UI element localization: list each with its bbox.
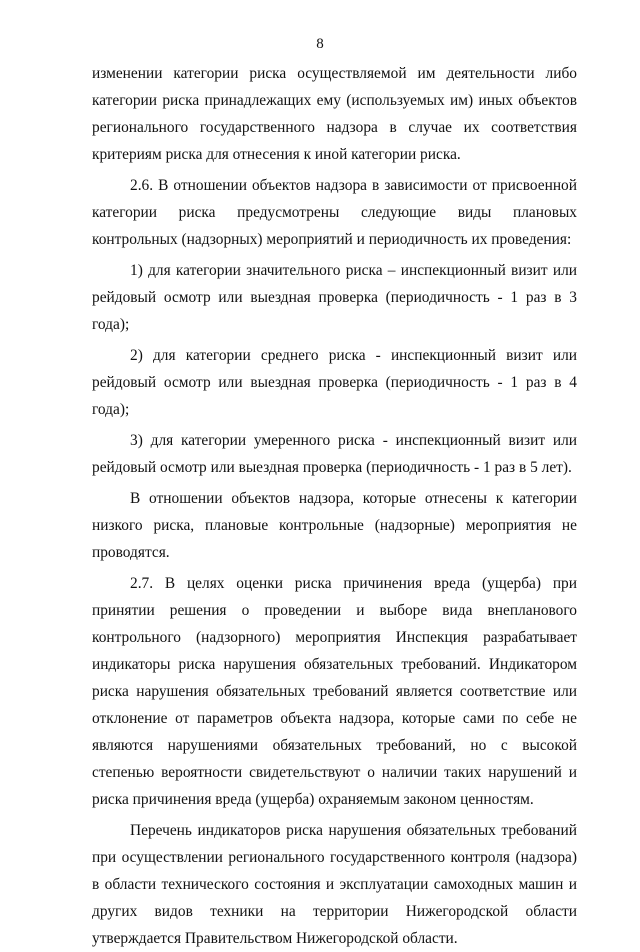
list-item-moderate-risk: 3) для категории умеренного риска - инспекционный визит или рейдовый осмотр или выездная проверка (периодичность - 1 раз в 5 лет). bbox=[92, 432, 577, 476]
paragraph-2-7: 2.7. В целях оценки риска причинения вреда (ущерба) при принятии решения о проведении и выборе вида внепланового контрольного (надзорного) мероприятия Инспекция разрабатывает индикаторы риска нарушения обязательных требований. Индикатором риска нарушения обязательных требований является соответствие или отклонение от параметров объекта надзора, которые сами по себе не являются нарушениями обязательных требований, но с высокой степенью вероятности свидетельствуют о наличии таких нарушений и риска причинения вреда (ущерба) охраняемым законом ценностям. bbox=[92, 575, 577, 808]
list-item-significant-risk: 1) для категории значительного риска – инспекционный визит или рейдовый осмотр или выездная проверка (периодичность - 1 раз в 3 года); bbox=[92, 262, 577, 333]
list-item-medium-risk: 2) для категории среднего риска - инспекционный визит или рейдовый осмотр или выездная проверка (периодичность - 1 раз в 4 года); bbox=[92, 347, 577, 418]
paragraph-2-6: 2.6. В отношении объектов надзора в зависимости от присвоенной категории риска предусмотрены следующие виды плановых контрольных (надзорных) мероприятий и периодичность их проведения: bbox=[92, 177, 577, 248]
paragraph-risk-category-change: изменении категории риска осуществляемой им деятельности либо категории риска принадлежащих ему (используемых им) иных объектов регионального государственного надзора в случае их соответствия критериям риска для отнесения к иной категории риска. bbox=[92, 65, 577, 163]
paragraph-indicator-list: Перечень индикаторов риска нарушения обязательных требований при осуществлении регионального государственного контроля (надзора) в области технического состояния и эксплуатации самоходных машин и других видов техники на территории Нижегородской области утверждается Правительством Нижегородской области. bbox=[92, 822, 577, 947]
page-number: 8 bbox=[316, 36, 324, 52]
body-text bbox=[92, 60, 577, 952]
paragraph-low-risk: В отношении объектов надзора, которые отнесены к категории низкого риска, плановые контрольные (надзорные) мероприятия не проводятся. bbox=[92, 490, 577, 561]
